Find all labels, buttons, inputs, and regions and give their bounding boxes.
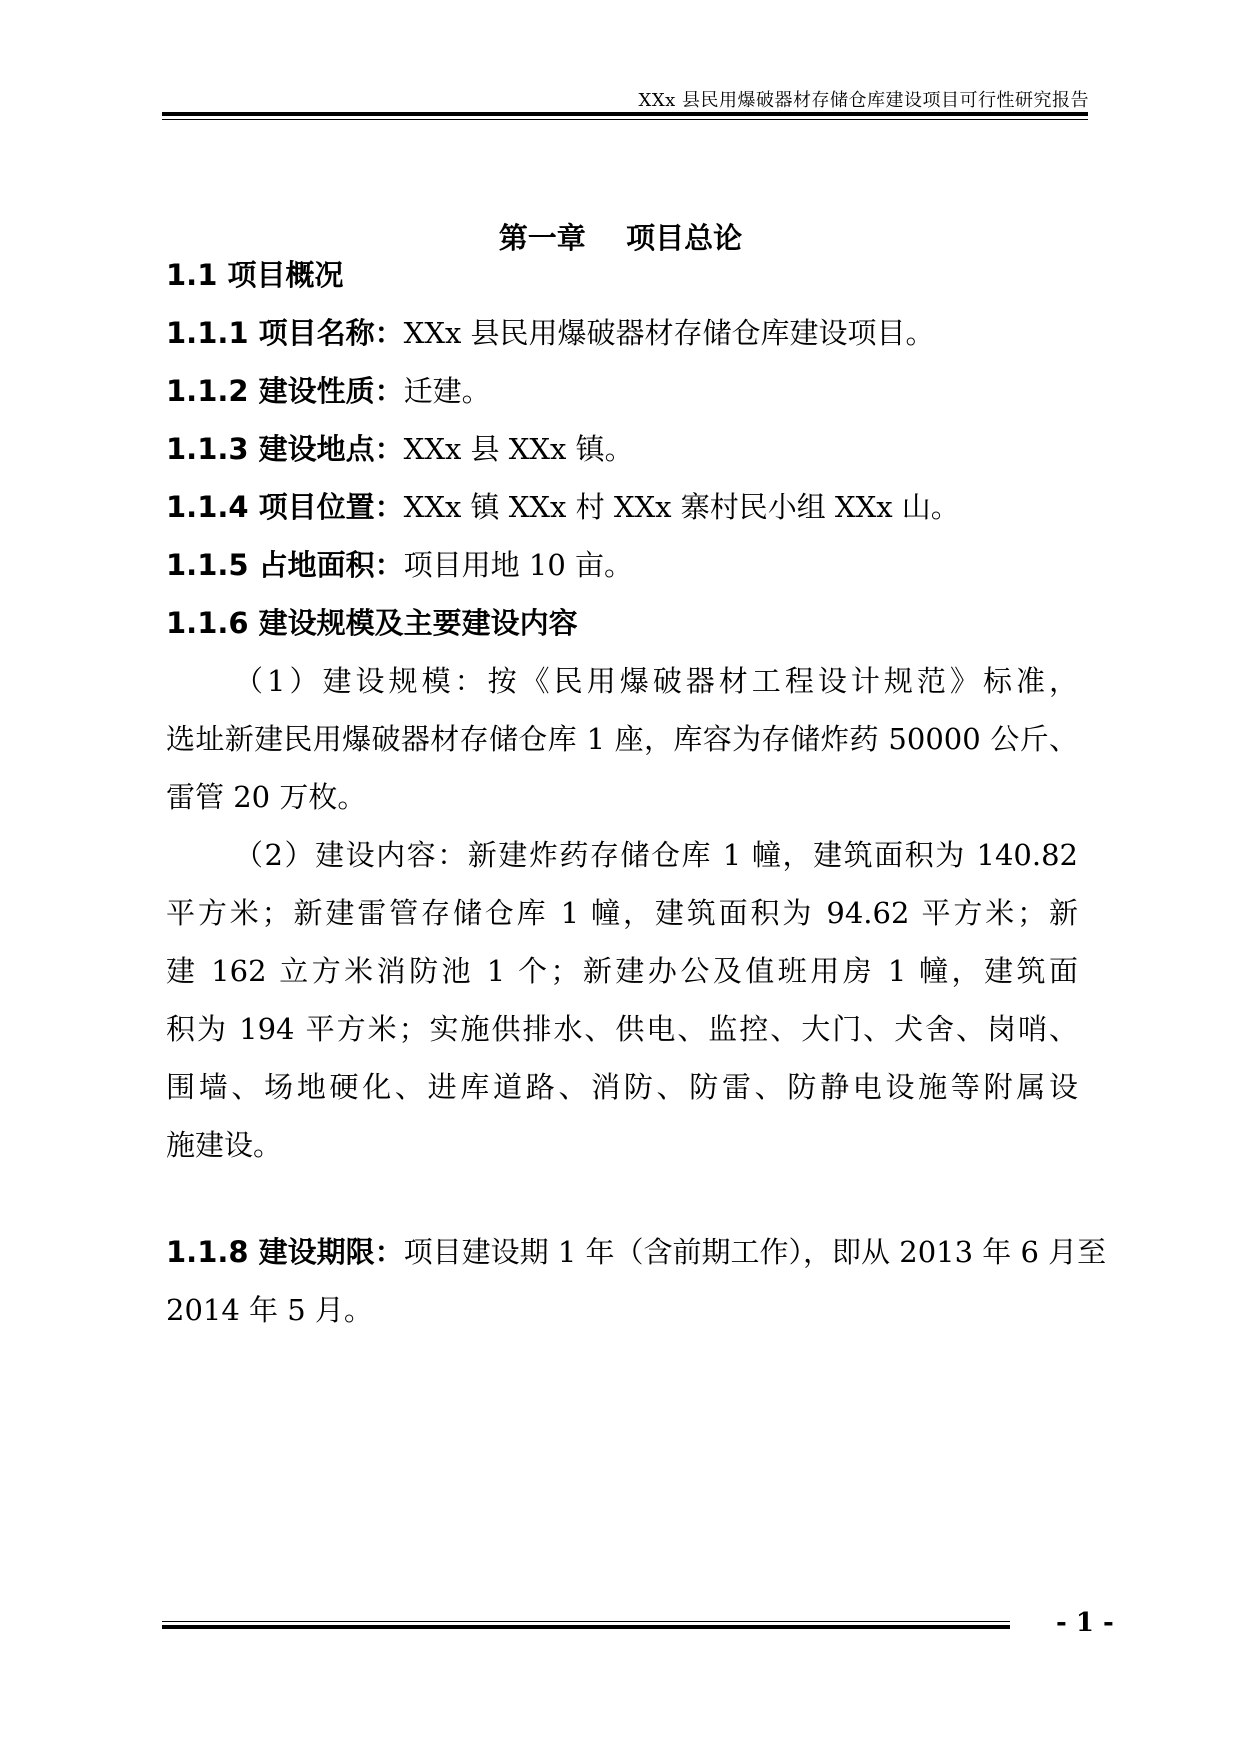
footer-rule-thick [162, 1625, 1010, 1629]
item-label: 1.1.8 建设期限： [166, 1235, 404, 1269]
item-construction-period [166, 1232, 1107, 1272]
item-project-name [166, 313, 935, 353]
header-rule-thin [162, 119, 1088, 120]
item-value: XXx 县民用爆破器材存储仓库建设项目。 [403, 316, 935, 350]
paragraph-line: 平方米；新建雷管存储仓库 1 幢，建筑面积为 94.62 平方米；新 [166, 896, 1078, 930]
paragraph-line: 积为 194 平方米；实施供排水、供电、监控、大门、犬舍、岗哨、 [166, 1012, 1078, 1046]
paragraph-line: 2014 年 5 月。 [166, 1293, 373, 1327]
paragraph-line: 选址新建民用爆破器材存储仓库 1 座，库容为存储炸药 50000 公斤、 [166, 722, 1078, 756]
item-value: 迁建。 [403, 374, 491, 408]
item-value: XXx 镇 XXx 村 XXx 寨村民小组 XXx 山。 [403, 490, 960, 524]
paragraph-line: （1）建设规模：按《民用爆破器材工程设计规范》标准， [234, 664, 1078, 698]
paragraph-line: （2）建设内容：新建炸药存储仓库 1 幢，建筑面积为 140.82 [234, 838, 1078, 872]
header-rule-thick [162, 112, 1088, 116]
paragraph-line: 围墙、场地硬化、进库道路、消防、防雷、防静电设施等附属设 [166, 1070, 1078, 1104]
running-header: XXx 县民用爆破器材存储仓库建设项目可行性研究报告 [638, 90, 1089, 111]
item-label: 1.1.5 占地面积： [166, 548, 404, 582]
item-value: 项目用地 10 亩。 [403, 548, 634, 582]
paragraph-line: 施建设。 [166, 1128, 283, 1162]
chapter-title: 第一章 项目总论 [498, 221, 743, 255]
item-project-location [166, 487, 960, 527]
page-number: - 1 - [1056, 1608, 1114, 1638]
item-label: 1.1.2 建设性质： [166, 374, 404, 408]
item-land-area [166, 545, 633, 585]
item-value: 项目建设期 1 年（含前期工作），即从 2013 年 6 月至 [403, 1235, 1107, 1269]
paragraph-line: 雷管 20 万枚。 [166, 780, 367, 814]
item-value: XXx 县 XXx 镇。 [403, 432, 634, 466]
item-construction-site [166, 429, 634, 469]
paragraph-line: 建 162 立方米消防池 1 个；新建办公及值班用房 1 幢，建筑面 [166, 954, 1078, 988]
section-heading-scale: 1.1.6 建设规模及主要建设内容 [166, 606, 578, 640]
item-label: 1.1.4 项目位置： [166, 490, 404, 524]
item-label: 1.1.3 建设地点： [166, 432, 404, 466]
footer-rule-thin [162, 1621, 1010, 1622]
item-label: 1.1.1 项目名称： [166, 316, 404, 350]
item-construction-nature [166, 371, 491, 411]
section-heading-overview: 1.1 项目概况 [166, 258, 344, 292]
